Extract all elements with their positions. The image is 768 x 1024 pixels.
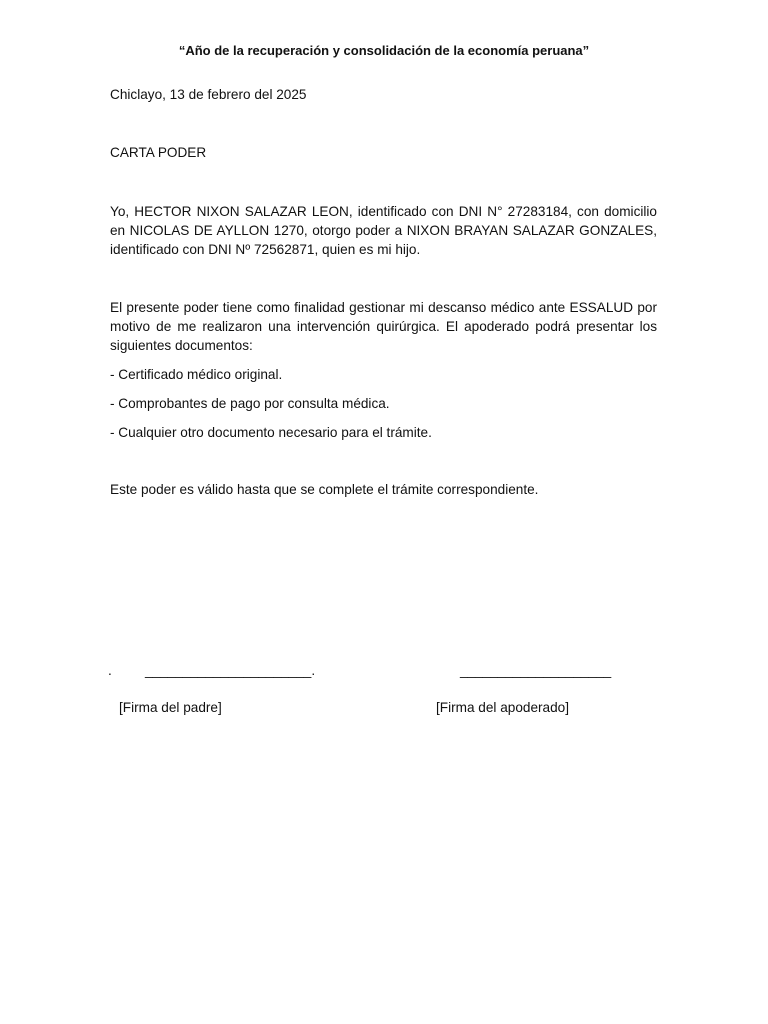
signature-dot: .	[108, 663, 112, 678]
year-motto-header: “Año de la recuperación y consolidación de la economía peruana”	[178, 43, 590, 58]
father-signature-label: [Firma del padre]	[119, 700, 222, 715]
father-signature-line: ______________________.	[145, 663, 316, 678]
list-item: - Comprobantes de pago por consulta médica.	[110, 396, 390, 411]
attorney-signature-line: ____________________	[460, 663, 612, 678]
place-date: Chiclayo, 13 de febrero del 2025	[110, 87, 307, 102]
list-item: - Cualquier otro documento necesario para el trámite.	[110, 425, 432, 440]
attorney-signature-label: [Firma del apoderado]	[436, 700, 569, 715]
validity-statement: Este poder es válido hasta que se complete el trámite correspondiente.	[110, 482, 539, 497]
document-title: CARTA PODER	[110, 145, 207, 160]
list-item: - Certificado médico original.	[110, 367, 283, 382]
purpose-paragraph: El presente poder tiene como finalidad gestionar mi descanso médico ante ESSALUD por motivo de me realizaron una intervención quirúrgica. El apoderado podrá presentar los siguientes documentos:	[110, 300, 657, 353]
grantor-paragraph: Yo, HECTOR NIXON SALAZAR LEON, identificado con DNI N° 27283184, con domicilio en NICOLAS DE AYLLON 1270, otorgo poder a NIXON BRAYAN SALAZAR GONZALES, identificado con DNI Nº 72562871, quien es mi hijo.	[110, 204, 657, 257]
